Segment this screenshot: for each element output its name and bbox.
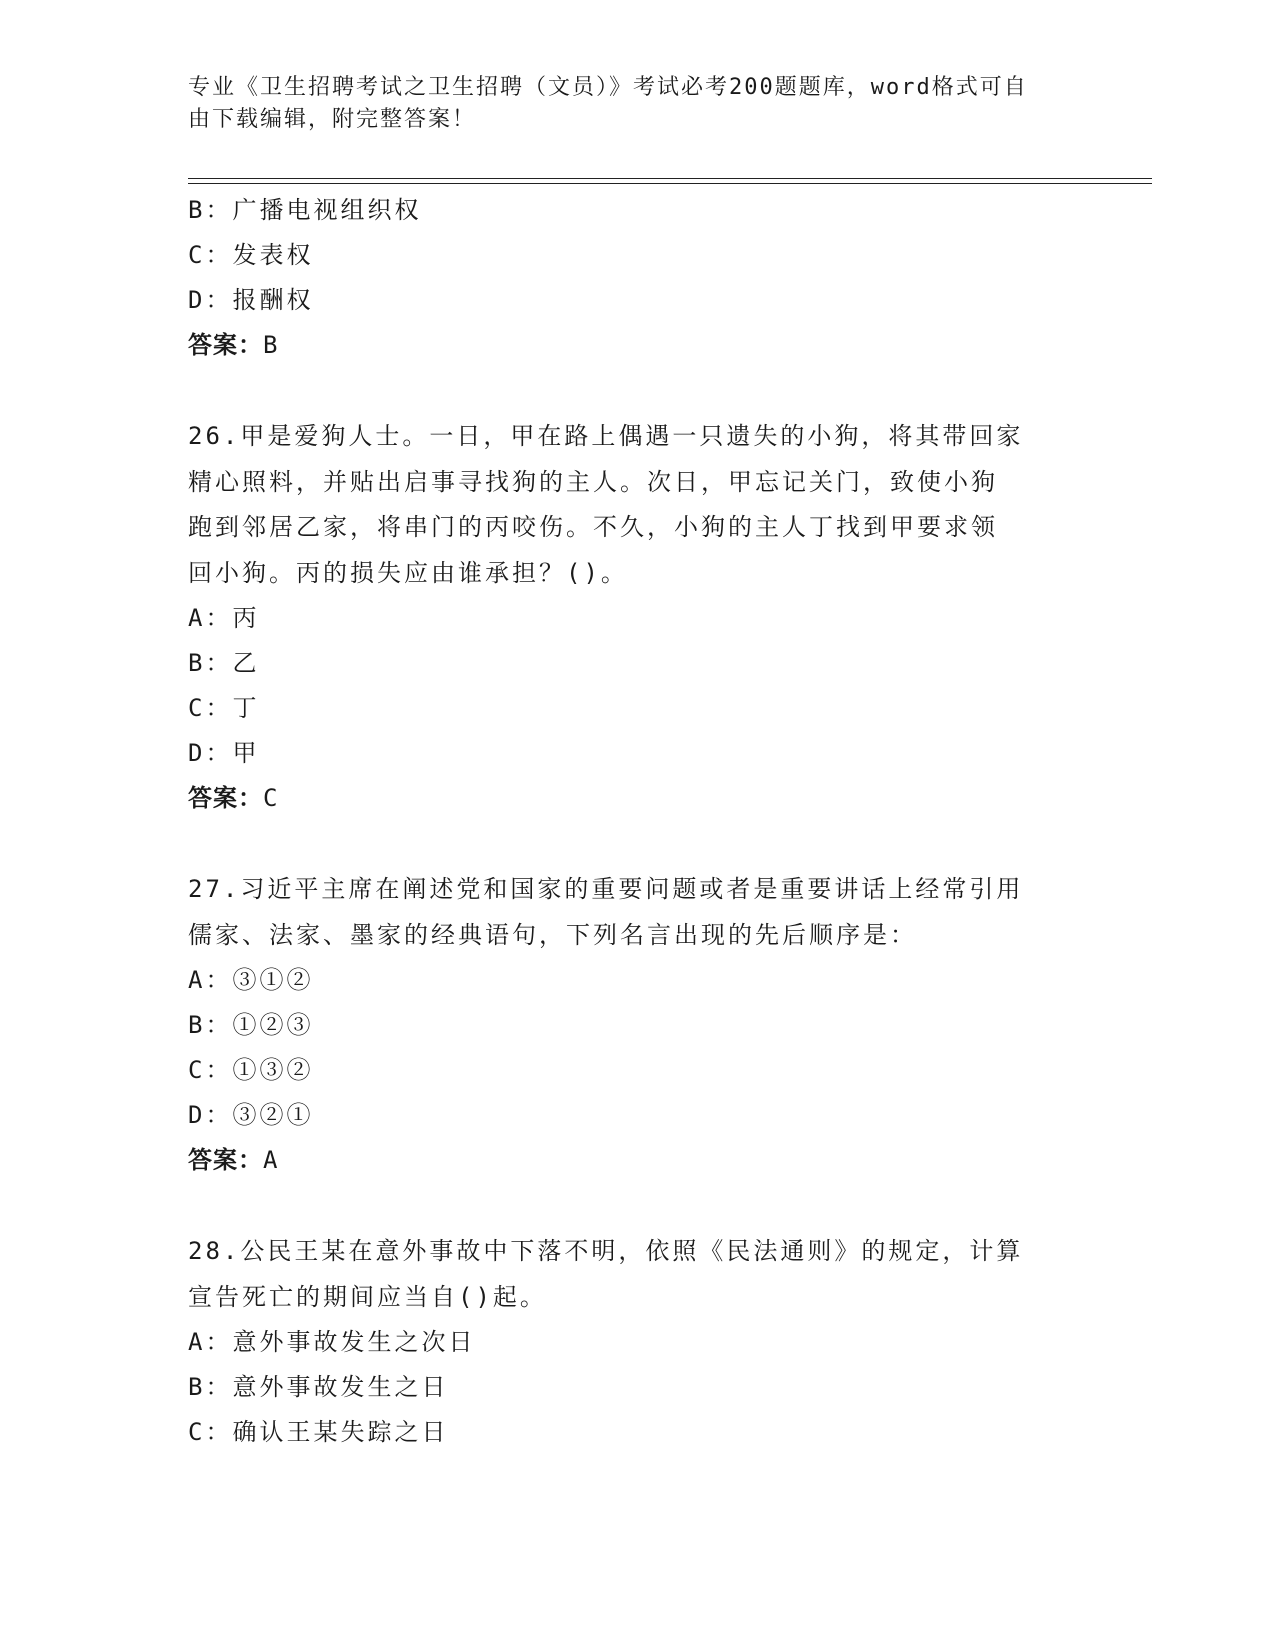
option-c: C：确认王某失踪之日 [188, 1418, 449, 1446]
answer-label: 答案： [188, 784, 263, 812]
spacer [188, 821, 1088, 867]
option-a: A：意外事故发生之次日 [188, 1328, 476, 1356]
question-text-line: 回小狗。丙的损失应由谁承担？()。 [188, 558, 628, 587]
question-text [188, 414, 1088, 596]
header-divider-top [188, 178, 1152, 179]
question-text-line: 26.甲是爱狗人士。一日，甲在路上偶遇一只遗失的小狗，将其带回家 [188, 422, 1024, 450]
question-25 [188, 188, 1088, 368]
spacer [188, 368, 1088, 414]
question-text [188, 867, 1088, 958]
option-a: A：③①② [188, 966, 314, 994]
question-27 [188, 867, 1088, 1183]
option-b: B：意外事故发生之日 [188, 1373, 449, 1401]
answer-value: B [263, 331, 279, 359]
option-d: D：③②① [188, 1101, 314, 1129]
question-text-line: 27.习近平主席在阐述党和国家的重要问题或者是重要讲话上经常引用 [188, 875, 1024, 903]
question-text-line: 跑到邻居乙家，将串门的丙咬伤。不久，小狗的主人丁找到甲要求领 [188, 513, 998, 541]
option-c: C：发表权 [188, 241, 314, 269]
document-header [188, 72, 1068, 136]
question-text-line: 宣告死亡的期间应当自()起。 [188, 1282, 547, 1311]
option-b: B：①②③ [188, 1011, 314, 1039]
option-d: D：甲 [188, 739, 260, 767]
option-c: C：①③② [188, 1056, 314, 1084]
header-line-2: 由下载编辑，附完整答案！ [188, 107, 477, 132]
answer-label: 答案： [188, 331, 263, 359]
option-d: D：报酬权 [188, 286, 314, 314]
spacer [188, 1183, 1088, 1229]
question-text-line: 儒家、法家、墨家的经典语句，下列名言出现的先后顺序是： [188, 920, 917, 949]
header-divider-bottom [188, 183, 1152, 184]
question-text-line: 精心照料，并贴出启事寻找狗的主人。次日，甲忘记关门，致使小狗 [188, 467, 998, 496]
answer-label: 答案： [188, 1146, 263, 1174]
question-28 [188, 1229, 1088, 1455]
question-text-line: 28.公民王某在意外事故中下落不明，依照《民法通则》的规定，计算 [188, 1237, 1024, 1265]
option-a: A：丙 [188, 604, 260, 632]
answer-line [188, 776, 1088, 821]
option-b: B：广播电视组织权 [188, 196, 422, 224]
question-text [188, 1229, 1088, 1320]
question-content [188, 188, 1088, 1455]
question-26 [188, 414, 1088, 821]
option-c: C：丁 [188, 694, 260, 722]
answer-value: C [263, 784, 279, 812]
header-line-1: 专业《卫生招聘考试之卫生招聘（文员）》考试必考200题题库，word格式可自 [188, 75, 1028, 100]
answer-line [188, 1138, 1088, 1183]
answer-line [188, 323, 1088, 368]
option-b: B：乙 [188, 649, 260, 677]
answer-value: A [263, 1146, 279, 1174]
